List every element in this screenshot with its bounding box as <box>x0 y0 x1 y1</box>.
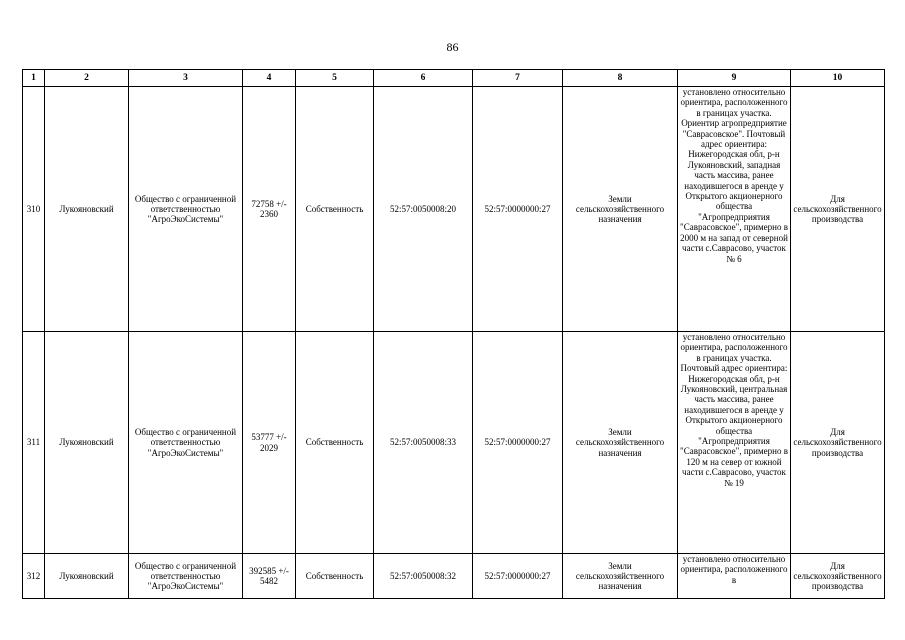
parent-cadastral-cell: 52:57:0000000:27 <box>473 87 563 332</box>
permitted-use-cell: Для сельскохозяйственного производства <box>791 554 885 599</box>
category-cell: Земли сельскохозяйственного назначения <box>563 332 678 554</box>
parent-cadastral-cell: 52:57:0000000:27 <box>473 332 563 554</box>
right-cell: Собственность <box>296 87 374 332</box>
area-cell: 392585 +/- 5482 <box>243 554 296 599</box>
owner-cell: Общество с ограниченной ответственностью "АгроЭкоСистемы" <box>129 87 243 332</box>
header-cell: 1 <box>23 70 45 87</box>
header-cell: 7 <box>473 70 563 87</box>
parent-cadastral-cell: 52:57:0000000:27 <box>473 554 563 599</box>
page-number: 86 <box>446 40 459 54</box>
right-cell: Собственность <box>296 332 374 554</box>
category-cell: Земли сельскохозяйственного назначения <box>563 87 678 332</box>
cadastral-number-cell: 52:57:0050008:20 <box>374 87 473 332</box>
header-cell: 2 <box>45 70 129 87</box>
row-number: 310 <box>23 87 45 332</box>
header-cell: 9 <box>678 70 791 87</box>
header-row <box>23 70 885 87</box>
area-cell: 72758 +/- 2360 <box>243 87 296 332</box>
right-cell: Собственность <box>296 554 374 599</box>
permitted-use-cell: Для сельскохозяйственного производства <box>791 87 885 332</box>
header-cell: 6 <box>374 70 473 87</box>
header-cell: 8 <box>563 70 678 87</box>
location-description-cell: установлено относительно ориентира, расположенного в границах участка. Ориентир агропредприятие "Саврасовское". Почтовый адрес ориентира: Нижегородская обл, р-н Лукояновский, западная часть массива, ранее находившегося в аренде у Открытого акционерного общества "Агропредприятия "Саврасовское", примерно в 2000 м на запад от северной части с.Саврасово, участок № 6 <box>678 87 791 332</box>
table-row <box>23 554 885 599</box>
header-cell: 5 <box>296 70 374 87</box>
owner-cell: Общество с ограниченной ответственностью "АгроЭкоСистемы" <box>129 554 243 599</box>
location-description-cell: установлено относительно ориентира, расположенного в границах участка. Почтовый адрес ориентира: Нижегородская обл, р-н Лукояновский, центральная часть массива, ранее находившегося в аренде у Открытого акционерного общества "Агропредприятия "Саврасовское", примерно в 120 м на север от южной части с.Саврасово, участок № 19 <box>678 332 791 554</box>
header-cell: 10 <box>791 70 885 87</box>
owner-cell: Общество с ограниченной ответственностью "АгроЭкоСистемы" <box>129 332 243 554</box>
category-cell: Земли сельскохозяйственного назначения <box>563 554 678 599</box>
cadastral-number-cell: 52:57:0050008:32 <box>374 554 473 599</box>
area-cell: 53777 +/- 2029 <box>243 332 296 554</box>
district-cell: Лукояновский <box>45 87 129 332</box>
header-cell: 4 <box>243 70 296 87</box>
row-number: 311 <box>23 332 45 554</box>
permitted-use-cell: Для сельскохозяйственного производства <box>791 332 885 554</box>
district-cell: Лукояновский <box>45 332 129 554</box>
header-cell: 3 <box>129 70 243 87</box>
land-plots-table <box>22 69 885 599</box>
table-row <box>23 87 885 332</box>
location-description-cell: установлено относительно ориентира, расположенного в <box>678 554 791 599</box>
table-row <box>23 332 885 554</box>
district-cell: Лукояновский <box>45 554 129 599</box>
row-number: 312 <box>23 554 45 599</box>
cadastral-number-cell: 52:57:0050008:33 <box>374 332 473 554</box>
